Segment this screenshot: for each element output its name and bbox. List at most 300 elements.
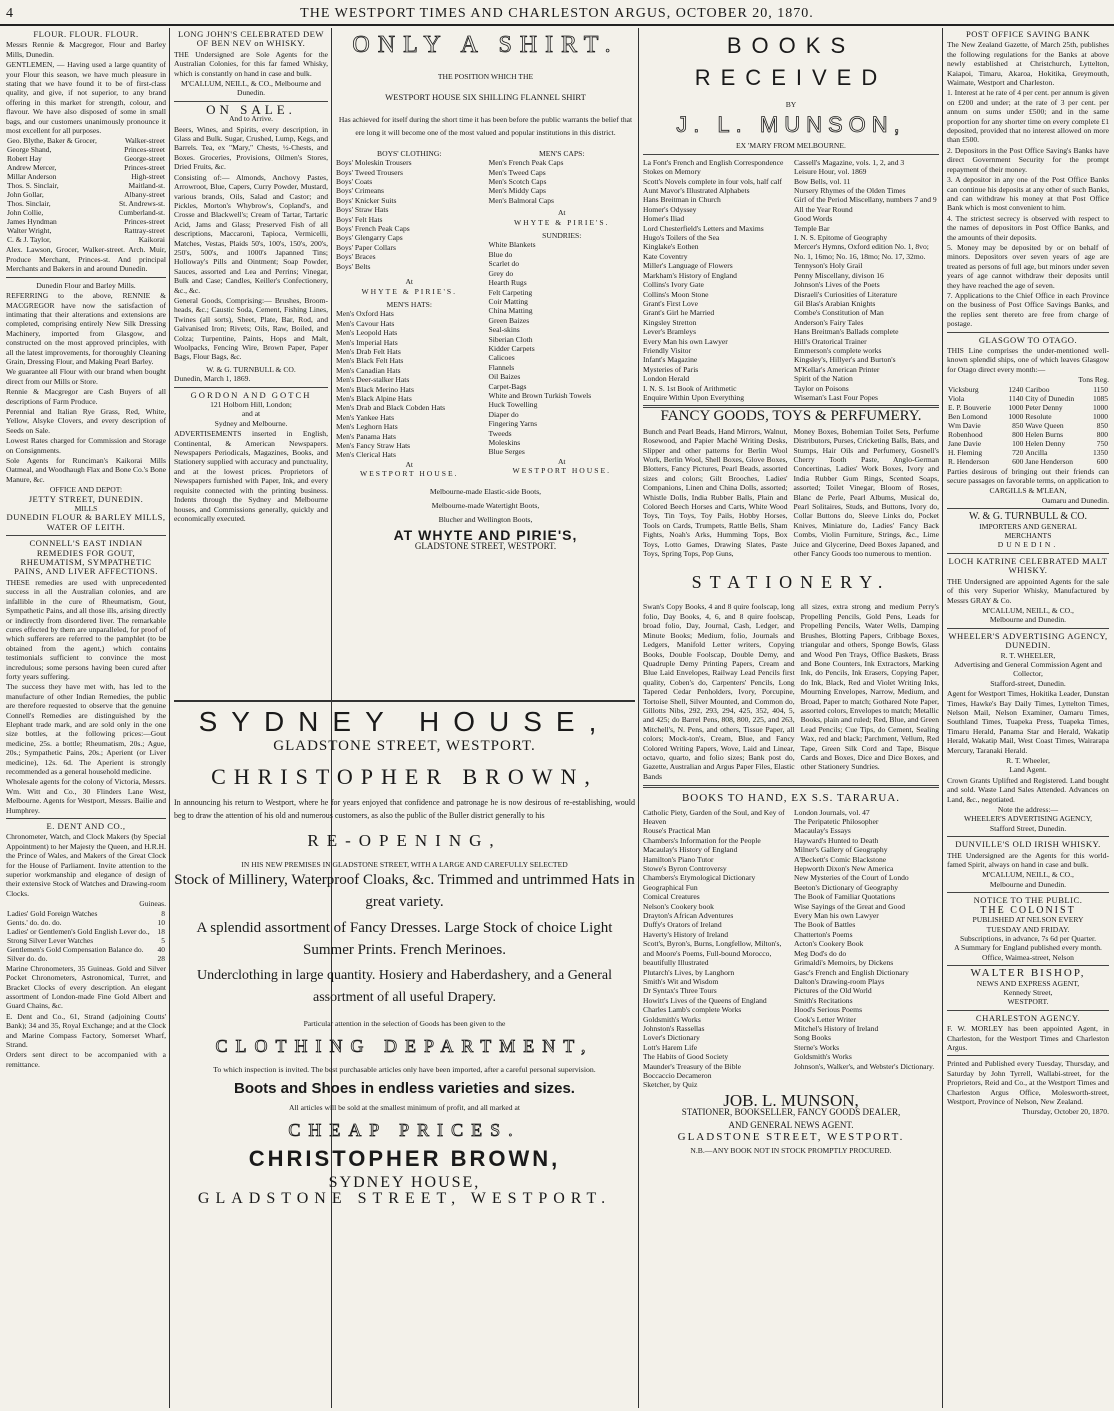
westport-house-label: WESTPORT HOUSE.	[359, 469, 459, 479]
boots-line-2: Melbourne-made Watertight Boots,	[431, 501, 540, 511]
list-item: Men's Balmoral Caps	[488, 195, 554, 205]
price-row-cell: 10	[157, 917, 165, 927]
gordon-heading: GORDON AND GOTCH	[190, 389, 312, 400]
dunville-body: THE Undersigned are the Agents for this world-famed Spirit, always on hand in case and bulk.	[947, 850, 1109, 870]
hats-list	[336, 309, 483, 460]
ship-row-cell: Jane Davie	[948, 438, 982, 448]
ship-row-cell: 720	[1012, 447, 1024, 457]
list-item: Girl of the Period Miscellany, numbers 7 and 9	[794, 195, 937, 205]
list-item: Grant's First Love	[643, 298, 698, 308]
list-item: Combe's Constitution of Man	[794, 308, 884, 318]
signer-row-cell: Cumberland-st.	[118, 208, 165, 218]
list-item: Gasc's French and English Dictionary	[794, 967, 909, 977]
list-item: Oil Baizes	[488, 372, 521, 382]
stationery-title: STATIONERY.	[691, 572, 891, 593]
tons-heading: Tons Reg.	[1078, 375, 1109, 385]
cargills-loc: Oamaru and Dunedin.	[1041, 495, 1109, 505]
office-address: JETTY STREET, DUNEDIN.	[28, 493, 144, 504]
list-item: Homer's Odyssey	[643, 204, 697, 214]
list-item: Macaulay's Essays	[794, 826, 851, 836]
list-item: London Herald	[643, 374, 690, 384]
list-item: Collins's Moon Stone	[643, 289, 709, 299]
glasgow-heading: GLASGOW TO OTAGO.	[978, 334, 1078, 345]
list-item: White and Brown Turkish Towels	[488, 390, 592, 400]
list-item: Kidder Carpets	[488, 343, 535, 353]
list-item: Homer's Iliad	[643, 214, 685, 224]
signer-row-cell: Walter Wright,	[7, 226, 52, 236]
pob-rule: 1. Interest at he rate of 4 per cent. per annum is given on £200 and under; at the rate of 3 per cent. per annum on sums under £500; and in the same proportion for any shorter time on every complete £1 deposited, provided that no interest allowed on more than £500.	[947, 88, 1109, 145]
list-item: Every Man his own Lawyer	[794, 911, 879, 921]
ship-row-cell: Wm Davie	[948, 420, 981, 430]
pob-rule: 7. Applications to the Chief Office in each Province on the business of Post Office Savings Banks, and the replies sent thereto are free from charge of postage.	[947, 290, 1109, 329]
column-1	[6, 30, 166, 1408]
list-item: Men's Cavour Hats	[336, 318, 395, 328]
loch-sign: M'CALLUM, NEILL, & CO.,	[982, 605, 1074, 615]
gordon-address: 121 Holborn Hill, London;	[210, 400, 292, 410]
sydney-name: CHRISTOPHER BROWN,	[211, 764, 598, 789]
turnbull-merchants: MERCHANTS	[1004, 531, 1052, 541]
munson-name: J. L. MUNSON,	[676, 112, 906, 138]
bishop-role: NEWS AND EXPRESS AGENT,	[976, 978, 1080, 988]
list-item: M'Kellar's American Printer	[794, 364, 880, 374]
list-item: Meg Dod's do do	[794, 948, 847, 958]
ship-row-cell: Ancilla	[1025, 447, 1048, 457]
general-goods: General Goods, Comprising:— Brushes, Broom-heads, &c.; Caustic Soda, Cement, Fishing Lines, Twines (all sorts), Sheet, Plate, Bar, Rod, and Galvanised Iron; Rivets; Oils, Raw, Boiled, and Colza; Turpentine, Paints, Hops and Malt, Woolpacks, Fencing Wire, Brown Paper, Paper Bags, Flour Bags, &c.	[174, 295, 328, 362]
tararua-title: BOOKS TO HAND, EX S.S. TARARUA.	[681, 792, 901, 805]
colonist-published: PUBLISHED AT NELSON EVERY	[972, 915, 1084, 925]
sold-text: All articles will be sold at the smallest minimum of profit, and all marked at	[289, 1103, 520, 1113]
fancy-title: FANCY GOODS, TOYS & PERFUMERY.	[660, 408, 922, 425]
stationery-right: all sizes, extra strong and medium Perry's Propelling Pencils, Gold Pens, Leads for Propelling Pencils, Water Wells, Damping Brushes, Blotting Papers, Cribbage Boxes, triangular and others, Sponge Bowls, Glass and Wood Pen Trays, Office Baskets, Brass and Bone Counters, Ink Extractors, Marking Ink, do Pencils, Ink Erasers, Copying Paper, do Ink, Black, Red and Violet Writing Inks, Mourning Envelopes, Narrow, Medium, and Broad, Paper to match; Gothared Note Paper, assorted colors, Envelopes to match; Metallic Books, plain and ruled; Red, Blue, and Green Lead Pencils; Cue Tips, do Cement, Sealing Wax, red and black; Parchment, Vellum, Red Tape, Green Silk Cord and Tape, Bisque Cards and Boxes, Dice and Dice Boxes, and other Stationery Sundries.	[800, 602, 939, 772]
land-name: R. T. Wheeler,	[1006, 756, 1050, 765]
list-item: Scarlet do	[488, 259, 520, 269]
books-ex: EX 'MARY FROM MELBOURNE.	[736, 141, 846, 151]
signer-row-cell: George Shand,	[7, 145, 52, 155]
signer-row-cell: Maitland-st.	[128, 181, 165, 191]
loch-body: THE Undersigned are appointed Agents for the sale of this very Superior Whisky, Manufactured by Messrs GRAY & Co.	[947, 576, 1109, 605]
signer-row-cell: High-street	[131, 172, 165, 182]
list-item: Men's Fancy Straw Hats	[336, 441, 411, 450]
pob-rules	[947, 88, 1109, 328]
list-item: Hamilton's Piano Tutor	[643, 854, 714, 864]
list-item: The Book of Battles	[794, 920, 856, 930]
list-item: Pictures of the Old World	[794, 986, 872, 996]
list-item: Nelson's Cookery book	[643, 901, 714, 911]
on-sale-heading: ON SALE.	[206, 101, 296, 117]
list-item: Maunder's Treasury of the Bible	[643, 1061, 741, 1071]
price-row	[6, 954, 166, 963]
signer-row-cell: Princes-street	[124, 163, 165, 173]
column-rule	[169, 28, 170, 1408]
loch-loc: Melbourne and Dunedin.	[989, 615, 1067, 625]
list-item: Men's Black Merino Hats	[336, 384, 414, 394]
at-label: At	[405, 277, 414, 287]
list-item: Macaulay's History of England	[643, 845, 738, 855]
tararua-right	[794, 808, 939, 1071]
signer-row	[6, 208, 166, 217]
list-item: Rouse's Practical Man	[643, 826, 711, 836]
list-item: Miller's Language of Flowers	[643, 261, 733, 271]
list-item: Hood's Serious Poems	[794, 1005, 863, 1015]
list-item: Men's Canadian Hats	[336, 365, 401, 375]
list-item: Johnston's Rassellas	[643, 1023, 705, 1033]
pob-rule: 4. The strictest secrecy is observed with respect to the names of depositors in Post Office Banks, and the amounts of their deposits.	[947, 213, 1109, 242]
bishop-name: WALTER BISHOP,	[970, 967, 1086, 980]
munson-nb: N.B.—ANY BOOK NOT IN STOCK PROMPTLY PROCURED.	[690, 1146, 892, 1156]
imprint: Printed and Published every Tuesday, Thursday, and Saturday by John Tyrrell, Wallabi-street, for the Proprietors, Reid and Co., at the Westport Times and Charleston Argus Office, Molesworth-street, Westport, Province of Nelson, New Zealand.	[947, 1059, 1109, 1106]
list-item: Charles Lamb's complete Works	[643, 1005, 742, 1015]
long-john-body: THE Undersigned are Sole Agents for the Australian Colonies, for this far famed Whisky, which is constantly on hand in case and bulk.	[174, 49, 328, 78]
ship-row-cell: Ben Lomond	[948, 411, 988, 421]
list-item: Grimaldi's Memoirs, by Dickens	[794, 958, 894, 968]
list-item: Hill's Oratorical Trainer	[794, 336, 867, 346]
ship-row-cell: 850	[1096, 420, 1108, 430]
price-row-cell: 40	[157, 944, 165, 954]
list-item: Johnson's Lives of the Poets	[794, 280, 880, 290]
sydney-cb: CHRISTOPHER BROWN,	[248, 1145, 561, 1171]
list-item: Duffy's Orators of Ireland	[643, 920, 722, 930]
at-label: At	[557, 456, 566, 466]
list-item: Blue do	[488, 249, 513, 259]
signer-row-cell: Rattray-street	[124, 226, 165, 236]
price-row-cell: 28	[157, 953, 165, 963]
list-item: Leisure Hour, vol. 1869	[794, 167, 867, 177]
whyte-pirie-label: WHYTE & PIRIE'S.	[361, 286, 458, 296]
grass-text: Perennial and Italian Rye Grass, Red, White, Yellow, Alsyke Clovers, and every description of Seeds on Sale.	[6, 406, 166, 435]
flour-body: GENTLEMEN, — Having used a large quantity of your Flour this season, we have much pleasure in stating that we have found it to be of first-class quality, and give, if not superior, to any brand offering in this market for strength, colour, and flavour. We have also disposed of some in small bags, and our customers unanimously pronounce it most excellent for all purposes.	[6, 60, 166, 136]
connell-heading: CONNELL'S EAST INDIAN REMEDIES FOR GOUT, RHEUMATISM, SYMPATHETIC PAINS, AND LIVER AFFECTIONS.	[14, 538, 158, 577]
signer-row	[6, 145, 166, 154]
list-item: Green Baizes	[488, 315, 530, 325]
list-item: Dalton's Drawing-room Plays	[794, 976, 885, 986]
tararua-lists	[643, 808, 939, 1090]
clothing-department: CLOTHING DEPARTMENT,	[215, 1035, 594, 1056]
list-item: Calicoes	[488, 353, 515, 363]
list-item: Men's Black Alpine Hats	[336, 393, 412, 403]
wheeler-heading: WHEELER'S ADVERTISING AGENCY, DUNEDIN.	[948, 630, 1108, 651]
list-item: Men's Black Felt Hats	[336, 356, 404, 366]
price-row-cell: 18	[157, 926, 165, 936]
list-item: Song Books	[794, 1033, 831, 1043]
ship-row	[947, 412, 1109, 421]
list-item: Boys' Moleskin Trousers	[336, 158, 412, 168]
list-item: Men's Oxford Hats	[336, 309, 394, 319]
ship-row	[947, 385, 1109, 394]
dent-address: E. Dent and Co., 61, Strand (adjoining Coutts' Bank); 34 and 35, Royal Exchange; and at the Clock and Marine Compass Factory, Somerset Wharf, Strand.	[6, 1011, 166, 1049]
list-item: Lever's Bramleys	[643, 327, 697, 337]
list-item: Boys' French Peak Caps	[336, 224, 410, 234]
hats-heading: MEN'S HATS:	[386, 299, 432, 309]
list-item: Gil Blas's Arabian Knights	[794, 298, 876, 308]
list-item: Howitt's Lives of the Queens of England	[643, 995, 767, 1005]
column-6	[947, 30, 1109, 1408]
price-row	[6, 936, 166, 945]
list-item: Grant's Girl he Married	[643, 308, 715, 318]
inspection-text: To which inspection is invited. The best purchasable articles only have been imported, after a careful personal supervision.	[213, 1064, 596, 1074]
ship-row-cell: 1000	[1093, 411, 1108, 421]
books-left	[643, 158, 788, 403]
shirt-street: GLADSTONE STREET, WESTPORT.	[414, 541, 557, 552]
fancy-left: Bunch and Pearl Beads, Hand Mirrors, Walnut, Rosewood, and Papier Maché Writing Desks, Slipper and other patterns for Berlin Wool Work, Berlin Wool, Shell Boxes, Glove Boxes, Blotters, Fancy Pictures, Pearl Beads, assorted sizes and colors; Gilt Brooches, Ladies' Companions, Linen and China Dolls, assorted; Whistle Dolls, India Rubber Balls, Plain and Colored Beech Horses and Carts, White Wood Toys, Tin Toys, Toy Pails, Hobby Horses, Tools on Cards, Trumpets, Rattle Bells, Sham Fights, Noah's Arks, Humming Tops, Box Toys, Lotto Games, Drawing Slates, Paste Toys, Spring Tops, Pop Guns,	[643, 426, 788, 559]
list-item: White Blankets	[488, 240, 536, 250]
whyte-pirie-label: WHYTE & PIRIE'S.	[513, 217, 610, 227]
list-item: Blue Serges	[488, 447, 525, 457]
list-item: Hayward's Hunted to Death	[794, 835, 879, 845]
connell-body-2: The success they have met with, has led to the manufacture of other Indian Remedies, the public are therefore requested to observe that the genuine Connell's Remedies are distinguished by the Elephant trade mark, and are sold only in the one size bottles, at the following prices:—Gout medicine, 25s. a bottle; Rheumatism, 20s.; Ague, 20s.; Sympathetic Pains, 20s.; Aperient (or Liver medicine), 12s. 6d. The Aperient is strongly recommended as a general household medicine.	[6, 682, 166, 776]
stationery-left: Swan's Copy Books, 4 and 8 quire foolscap, long folio, Day Books, 4, 6, and 8 quire foolscap, broad folio, Day, Journal, Cash, Ledger, and Minute Books; Medium, folio, Journals and Ledgers, Manifold Letter writers, Copying Books, Double Foolscap, Double Demy, and Quadruple Demy Printing Papers, Cream and Blue Laid Envelopes, Railway Lead Pencils first quality, Coben's do, Carpenters' Pencils, Long Tapered Cedar Penholders, Ivory, Porcupine, Tortoise Shell, Silver Mounted, and Common do, Gillotts Nibs, 292, 293, 294, 425, 352, 404, 5, and 425; do Barrel Pens, 808, 800, 225, and 263, Mitchell's, N. Pens, and others, Tissue Paper, all colors; Mock-ton's, Cream, Blue, and Fancy Colored Writing Papers, Wove, Laid and Linear, octavo, quarto, and folio sizes; Bank post do, Gazette, Australian and Argus Paper Files, Elastic Bands	[643, 602, 795, 781]
price-row	[6, 945, 166, 954]
books-right	[794, 158, 939, 403]
westport-house-label: WESTPORT HOUSE.	[512, 466, 612, 476]
list-item: New Mysteries of the Court of Londo	[794, 873, 909, 883]
caps-list	[489, 158, 636, 205]
list-item: Plutarch's Lives, by Langhorn	[643, 967, 735, 977]
list-item: Infant's Magazine	[643, 355, 698, 365]
ship-row-cell: 600	[1096, 456, 1108, 466]
at-whyte-pirie: AT WHYTE AND PIRIE'S,	[393, 526, 578, 543]
pob-intro: The New Zealand Gazette, of March 25th, publishes the following regulations for the Banks at above newly established at Christchurch, Lyttelton, Kaiapoi, Timaru, Akaroa, Hokitika, Greymouth, Waimate, Westport and Charleston.	[947, 40, 1109, 88]
ship-row	[947, 448, 1109, 457]
list-item: Kinglake's Eothen	[643, 242, 699, 252]
on-sale-body: Beers, Wines, and Spirits, every description, in Glass and Bulk. Sugar, Crushed, Lump, Kegs, and Barrels. Tea, ex "Mary," Chests, ½-Chests, and Boxes. Groceries, Provisions, Oilmen's Stores, Dried Fruits, &c.	[174, 124, 328, 172]
shirt-position: THE POSITION WHICH THE	[437, 72, 534, 81]
list-item: Penny Miscellany, divison 16	[794, 270, 884, 280]
ship-row	[947, 421, 1109, 430]
ship-row-cell: 800	[1012, 429, 1024, 439]
list-item: Drayton's African Adventures	[643, 911, 734, 921]
dunville-heading: DUNVILLE'S OLD IRISH WHISKY.	[955, 839, 1101, 850]
munson-street: GLADSTONE STREET, WESTPORT.	[677, 1131, 905, 1143]
signer-row-cell: James Hyndman	[7, 217, 57, 227]
list-item: Boys' Tweed Trousers	[336, 167, 403, 177]
underclothing-text: Underclothing in large quantity. Hosiery and Haberdashery, and a General assortment of all useful Drapery.	[196, 968, 613, 1006]
list-item: Good Words	[794, 214, 833, 224]
list-item: Temple Bar	[794, 223, 830, 233]
signer-row-cell: Robert Hay	[7, 154, 42, 164]
books-lists	[643, 158, 939, 403]
attention-text: Particular attention in the selection of Goods has been given to the	[303, 1019, 506, 1029]
cheap-prices: CHEAP PRICES.	[288, 1119, 521, 1140]
list-item: Kate Coventry	[643, 251, 688, 261]
list-item: Friendly Visitor	[643, 345, 692, 355]
wheeler-address: Stafford-street, Dunedin.	[990, 678, 1066, 688]
signer-row	[6, 199, 166, 208]
pob-rule: 5. Money may be deposited by or on behalf of minors. Depositors over seven years of age are treated as persons of full age, but minors under seven years of age cannot withdraw their deposits until they have reached the age of seven.	[947, 242, 1109, 290]
list-item: Mysteries of Paris	[643, 364, 699, 374]
signer-row-cell: Princes-street	[124, 145, 165, 155]
signer-row-cell: Andrew Mercer,	[7, 163, 57, 173]
ship-row-cell: 1240	[1008, 384, 1024, 394]
sydney-house-footer: SYDNEY HOUSE,	[328, 1173, 481, 1191]
list-item: Goldsmith's Works	[643, 1014, 701, 1024]
dent-prices	[6, 909, 166, 963]
sydney-street-footer: GLADSTONE STREET, WESTPORT.	[197, 1189, 612, 1207]
list-item: Hugo's Toilers of the Sea	[643, 233, 720, 243]
ship-row-cell: 1000	[1008, 411, 1024, 421]
cash-text: Rennie & Macgregor are Cash Buyers of all descriptions of Farm Produce.	[6, 387, 166, 406]
list-item: Stowe's Byron Controversy	[643, 864, 727, 874]
mills-body: REFERRING to the above, RENNIE & MACGREGOR have now the satisfaction of intimating that their alterations and extensions are completed, comprising entirely New Silk Dressing Machinery, imported from Glasgow, and constructed on the most approved principles, with all the latest improvements, for thoroughly Cleaning Grain, Dressing Flour, and Making Pearl Barley.	[6, 291, 166, 366]
ship-row-cell: 800	[1096, 429, 1108, 439]
land-role: Land Agent.	[1009, 765, 1047, 775]
list-item: Men's Scotch Caps	[488, 177, 547, 187]
boots-line-3: Blucher and Wellington Boots,	[438, 515, 533, 525]
reopening: RE-OPENING,	[307, 831, 502, 850]
list-item: Sketcher, by Quiz	[643, 1080, 698, 1090]
list-item: Mitchel's History of Ireland	[794, 1023, 879, 1033]
sydney-body: In announcing his return to Westport, where he for years enjoyed that confidence and patronage he is now desirous of re-establishing, would beg to draw the attention of his old and numerous customers, as also the public of the Buller district generally to his	[174, 798, 635, 820]
list-item: Lott's Harem Life	[643, 1042, 698, 1052]
list-item: Men's Leghorn Hats	[336, 422, 398, 432]
turnbull-importers: IMPORTERS AND GENERAL	[979, 521, 1077, 531]
ship-row	[947, 430, 1109, 439]
price-row-cell: Ladies' Gold Foreign Watches	[7, 908, 98, 918]
list-item: Boys' Knicker Suits	[336, 195, 397, 205]
gordon-cities: Sydney and Melbourne.	[214, 418, 288, 428]
list-item: Chatterton's Poems	[794, 929, 853, 939]
signer-row-cell: Walker-street	[124, 136, 165, 146]
wheeler-body: Agent for Westport Times, Hokitika Leader, Dunstan Times, Hawke's Bay Daily Times, Lyttelton Times, Nelson Mail, Nelson Examiner, Oamaru Times, Southland Times, Tuapeka Press, Tuapeka Times, Timaru Herald, Panama Star and Herald, Wakatip Herald, Wakatip Mail, West Coast Times, Wairarapa Mercury, Taranaki Herald.	[947, 689, 1109, 755]
water-of-leith: WATER OF LEITH.	[46, 521, 126, 532]
signer-row-cell: John Gollar,	[7, 190, 44, 200]
signer-row-cell: Princes-street	[124, 217, 165, 227]
list-item: Men's Clerical Hats	[336, 450, 396, 460]
bishop-westport: WESTPORT.	[1007, 997, 1049, 1007]
colonist-title: THE COLONIST	[980, 904, 1076, 916]
list-item: Nursery Rhymes of the Olden Times	[794, 186, 906, 196]
ship-row	[947, 403, 1109, 412]
list-item: Tennyson's Holy Grail	[794, 261, 863, 271]
dent-body: Chronometer, Watch, and Clock Makers (by Special Appointment) to her Majesty the Queen, and H.R.H. the Prince of Wales, and Makers of the Great Clock for the House of Parliament. Invite attention to the superior workmanship and elegance of design of their extensive Stock of Watches and Drawing-room Clocks.	[6, 832, 166, 898]
list-item: Hans Breitman in Church	[643, 195, 721, 205]
price-row	[6, 918, 166, 927]
list-item: Boys' Braces	[336, 252, 376, 262]
charleston-heading: CHARLESTON AGENCY.	[975, 1012, 1081, 1023]
list-item: Men's Leopold Hats	[336, 328, 398, 338]
office-label: OFFICE AND DEPOT:	[49, 485, 123, 495]
list-item: Men's Drab and Black Cobden Hats	[336, 403, 446, 413]
dent-tail: Marine Chronometers, 35 Guineas. Gold and Silver Pocket Chronometers, Astronomical, Turret, and Bracket Clocks of every description. An elegant assortment of London-made Fine Gold Albert and Guard Chains, &c.	[6, 963, 166, 1011]
guineas-label: Guineas.	[139, 899, 166, 909]
price-row-cell: 8	[161, 908, 165, 918]
list-item: Siberian Cloth	[488, 334, 533, 344]
signer-row	[6, 136, 166, 145]
ship-row-cell: 1000	[1093, 402, 1108, 412]
signers-tail: Alex. Lawson, Grocer, Walker-street. Arch. Muir, Produce Merchant, Princes-st. And principal Merchants and Bakers in and around Dunedin.	[6, 245, 166, 274]
list-item: Markham's History of England	[643, 270, 737, 280]
dresses-text: A splendid assortment of Fancy Dresses. Large Stock of choice Light Summer Prints. French Merinoes.	[196, 920, 613, 959]
signer-row	[6, 181, 166, 190]
gordon-and: and at	[241, 409, 261, 419]
ship-row-cell: Jane Henderson	[1025, 456, 1074, 466]
list-item: The Habits of Good Society	[643, 1052, 729, 1062]
guarantee-text: We guarantee all Flour with our brand when bought direct from our Mills or Store.	[6, 367, 166, 386]
list-item: I. N. S. Epitome of Geography	[794, 233, 888, 243]
list-item: Wiseman's Last Four Popes	[794, 392, 878, 402]
sydney-street: GLADSTONE STREET, WESTPORT.	[273, 738, 536, 754]
note-street: Stafford Street, Dunedin.	[989, 823, 1067, 833]
at-label: At	[405, 459, 414, 469]
column-2	[174, 30, 328, 700]
signer-row	[6, 172, 166, 181]
shirt-body: Has achieved for itself during the short time it has been before the public warrants the belief that ere long it will become one of the most valued and popular institutions in this district.	[338, 114, 633, 137]
mills-name: DUNEDIN FLOUR & BARLEY MILLS,	[6, 512, 166, 523]
caps-heading: MEN'S CAPS:	[539, 148, 585, 158]
list-item: London Journals, vol. 47	[794, 807, 870, 817]
list-item: All the Year Round	[794, 204, 853, 214]
long-john-sign: M'CALLUM, NEILL, & CO., Melbourne and Dunedin.	[181, 79, 321, 98]
sundries-list	[489, 240, 636, 456]
signer-row-cell: St. Andrews-st.	[118, 199, 165, 209]
signer-row-cell: John Collie,	[7, 208, 44, 218]
fancy-text	[643, 426, 939, 560]
list-item: Carpet-Bags	[488, 381, 527, 391]
mills-label: MILLS	[74, 504, 98, 514]
sydney-title: SYDNEY HOUSE,	[198, 706, 611, 737]
list-item: Men's Middy Caps	[488, 186, 546, 196]
list-item: Beeton's Dictionary of Geography	[794, 882, 899, 892]
list-item: Moleskins	[488, 438, 521, 447]
flour-address: Messrs Rennie & Macgregor, Flour and Barley Mills, Dunedin.	[6, 40, 166, 59]
pob-rule: 3. A depositor in any one of the Post Office Banks can continue his deposits at any other of such Banks, and can withdraw his money at that Post Office Bank which is most convenient to him.	[947, 175, 1109, 213]
land-body: Crown Grants Uplifted and Registered. Land bought and sold. Waste Land Sales Attended. Advances on Land, &c., negotiated.	[947, 775, 1109, 804]
loch-heading: LOCH KATRINE CELEBRATED MALT WHISKY.	[948, 555, 1108, 576]
signer-row	[6, 235, 166, 244]
ship-row-cell: 1000	[1008, 402, 1024, 412]
masthead-title: THE WESTPORT TIMES AND CHARLESTON ARGUS, OCTOBER 20, 1870.	[300, 6, 814, 21]
at-label: At	[557, 208, 566, 218]
list-item: Bow Bells, vol. 11	[794, 176, 851, 186]
flour-heading: FLOUR. FLOUR. FLOUR.	[33, 30, 139, 39]
price-row-cell: Silver do. do.	[7, 953, 48, 963]
ship-row-cell: R. Henderson	[948, 456, 990, 466]
ship-row-cell: 1085	[1093, 393, 1108, 403]
list-item: Men's French Peak Caps	[488, 158, 564, 168]
price-row-cell: 5	[161, 935, 165, 945]
note-agency: WHEELER'S ADVERTISING AGENCY,	[964, 814, 1092, 824]
list-item: Boys' Glengarry Caps	[336, 233, 403, 243]
list-item: Cook's Letter Writer	[794, 1014, 857, 1024]
lowest-rates-text: Lowest Rates charged for Commission and Storage on Consignments.	[6, 436, 166, 455]
job-munson: JOB. L. MUNSON,	[723, 1090, 859, 1110]
ship-row	[947, 457, 1109, 466]
list-item: The Peripatetic Philosopher	[794, 817, 879, 826]
mills-heading: Dunedin Flour and Barley Mills.	[36, 280, 136, 290]
ship-row-cell: 1350	[1093, 447, 1108, 457]
ship-row-cell: Helen Denny	[1025, 438, 1066, 448]
list-item: Kingsley Stretton	[643, 317, 697, 327]
ships-table	[947, 385, 1109, 466]
colonist-days: TUESDAY AND FRIDAY.	[986, 924, 1070, 934]
signer-row	[6, 163, 166, 172]
dent-heading: E. DENT AND CO.,	[46, 821, 126, 832]
list-item: Huck Towelling	[488, 400, 538, 410]
list-item: Flannels	[488, 362, 515, 372]
shirt-name: WESTPORT HOUSE SIX SHILLING FLANNEL SHIRT	[385, 92, 586, 103]
list-item: Taylor on Poisons	[794, 383, 849, 393]
signer-row-cell: Albany-street	[124, 190, 165, 200]
list-item: Kingsley's, Hillyer's and Burton's	[794, 355, 896, 365]
price-row	[6, 909, 166, 918]
signer-row	[6, 226, 166, 235]
list-item: Men's Yankee Hats	[336, 412, 395, 422]
shirt-lists	[336, 149, 635, 479]
price-row-cell: Ladies' or Gentlemen's Gold English Lever do.,	[7, 926, 150, 936]
list-item: Felt Carpeting	[488, 287, 533, 297]
signers-table	[6, 136, 166, 244]
list-item: Comical Creatures	[643, 892, 700, 902]
list-item: Emmerson's complete works	[794, 345, 882, 355]
